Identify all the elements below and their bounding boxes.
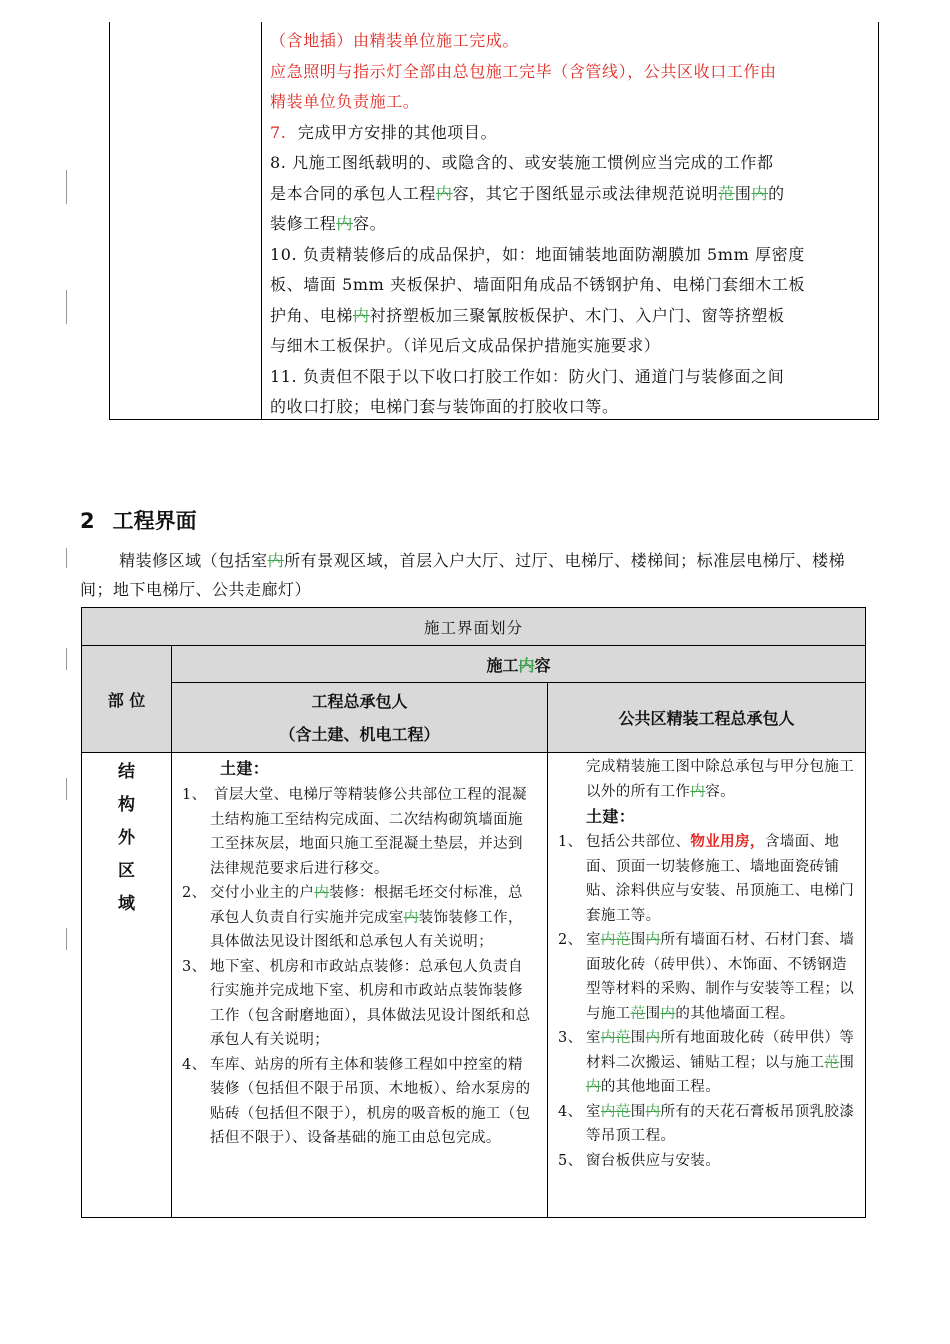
- list-item: 1、 包括公共部位、物业用房，含墙面、地面、顶面一切装修施工、墙地面瓷砖铺贴、涂料供应与安装、吊顶施工、电梯门套施工等。: [558, 833, 855, 924]
- list-item: 2、 室内范围内所有墙面石材、石材门套、墙面玻化砖（砖甲供）、木饰面、不锈钢造型等材料的采购、制作与安装等工程；以与施工范围内的其他墙面工程。: [558, 932, 855, 1022]
- list-item: 4、 车库、站房的所有主体和装修工程如中控室的精装修（包括但不限于吊顶、木地板）、给水泵房的贴砖（包括但不限于），机房的吸音板的施工（包括但不限于）、设备基础的施工由总包完成。: [182, 1056, 531, 1146]
- item-10-line-3: 护角、电梯内衬挤塑板加三聚氰胺板保护、木门、入户门、窗等挤塑板: [270, 305, 785, 325]
- public-header: 公共区精装工程总承包人: [548, 683, 866, 753]
- gc-scope-cell: [172, 753, 548, 1218]
- margin-mark: [66, 778, 67, 800]
- section-heading: 2 工程界面: [80, 509, 197, 533]
- list-item: 3、 地下室、机房和市政站点装修：总承包人负责自行实施并完成地下室、机房和市政站点装饰装修工作（包含耐磨地面），具体做法见设计图纸和总承包人有关说明；: [182, 958, 531, 1048]
- continued-table: [109, 22, 879, 420]
- margin-mark: [66, 170, 67, 204]
- item-8-line-3: 装修工程内容。: [270, 214, 387, 233]
- row-label: 结 构 外 区 域: [82, 753, 172, 1218]
- red-line-2: 应急照明与指示灯全部由总包施工完毕（含管线），公共区收口工作由: [270, 61, 777, 81]
- item-8-line-2: 是本合同的承包人工程内容，其它于图纸显示或法律规范说明范围内的: [270, 183, 785, 203]
- margin-mark: [66, 290, 67, 324]
- public-heading: 土建：: [586, 807, 636, 826]
- public-list: [558, 830, 855, 1173]
- public-intro: 完成精装施工图中除总承包与甲分包施工以外的所有工作内容。: [586, 759, 855, 800]
- gc-heading: 土建：: [220, 759, 270, 778]
- gc-header: 工程总承包人 （含土建、机电工程）: [172, 683, 548, 753]
- item-10-line-1: 10. 负责精装修后的成品保护，如：地面铺装地面防潮膜加 5mm 厚密度: [270, 244, 805, 264]
- red-line-3: 精装单位负责施工。: [270, 92, 420, 111]
- margin-mark: [66, 548, 67, 568]
- margin-mark: [66, 928, 67, 950]
- list-item: 4、 室内范围内所有的天花石膏板吊顶乳胶漆等吊顶工程。: [558, 1103, 855, 1144]
- list-item: 1、 首层大堂、电梯厅等精装修公共部位工程的混凝土结构施工至结构完成面、二次结构砌筑墙面施工至抹灰层，地面只施工至混凝土垫层，并达到法律规范要求后进行移交。: [182, 787, 527, 877]
- content-header: 施工内容: [172, 646, 866, 683]
- list-item: 5、 窗台板供应与安装。: [558, 1152, 721, 1169]
- table-caption: 施工界面划分: [82, 608, 866, 646]
- public-scope-cell: [548, 753, 866, 1218]
- item-7: 7. 完成甲方安排的其他项目。: [270, 122, 498, 142]
- part-header: 部 位: [82, 646, 172, 753]
- red-line-1: （含地插）由精装单位施工完成。: [270, 31, 520, 50]
- item-11-line-1: 11. 负责但不限于以下收口打胶工作如：防火门、通道门与装修面之间: [270, 366, 785, 386]
- intro-paragraph: 精装修区域（包括室内所有景观区域，首层入户大厅、过厅、电梯厅、楼梯间；标准层电梯厅、楼梯间；地下电梯厅、公共走廊灯）: [80, 551, 846, 599]
- list-item: 3、 室内范围内所有地面玻化砖（砖甲供）等材料二次搬运、铺贴工程；以与施工范围内的其他地面工程。: [558, 1030, 855, 1095]
- scope-list-cont: [270, 26, 872, 423]
- item-8-line-1: 8. 凡施工图纸载明的、或隐含的、或安装施工惯例应当完成的工作都: [270, 153, 774, 172]
- empty-left-cell: [110, 22, 262, 419]
- margin-mark: [66, 648, 67, 670]
- item-10-line-4: 与细木工板保护。（详见后文成品保护措施实施要求）: [270, 336, 661, 355]
- gc-list: [182, 783, 533, 1151]
- list-item: 2、 交付小业主的户内装修：根据毛坯交付标准，总承包人负责自行实施并完成室内装饰装修工作，具体做法见设计图纸和总承包人有关说明；: [182, 885, 523, 950]
- item-11-line-2: 的收口打胶；电梯门套与装饰面的打胶收口等。: [270, 397, 619, 416]
- item-10-line-2: 板、墙面 5mm 夹板保护、墙面阳角成品不锈钢护角、电梯门套细木工板: [270, 275, 806, 294]
- interface-table: [81, 607, 866, 1218]
